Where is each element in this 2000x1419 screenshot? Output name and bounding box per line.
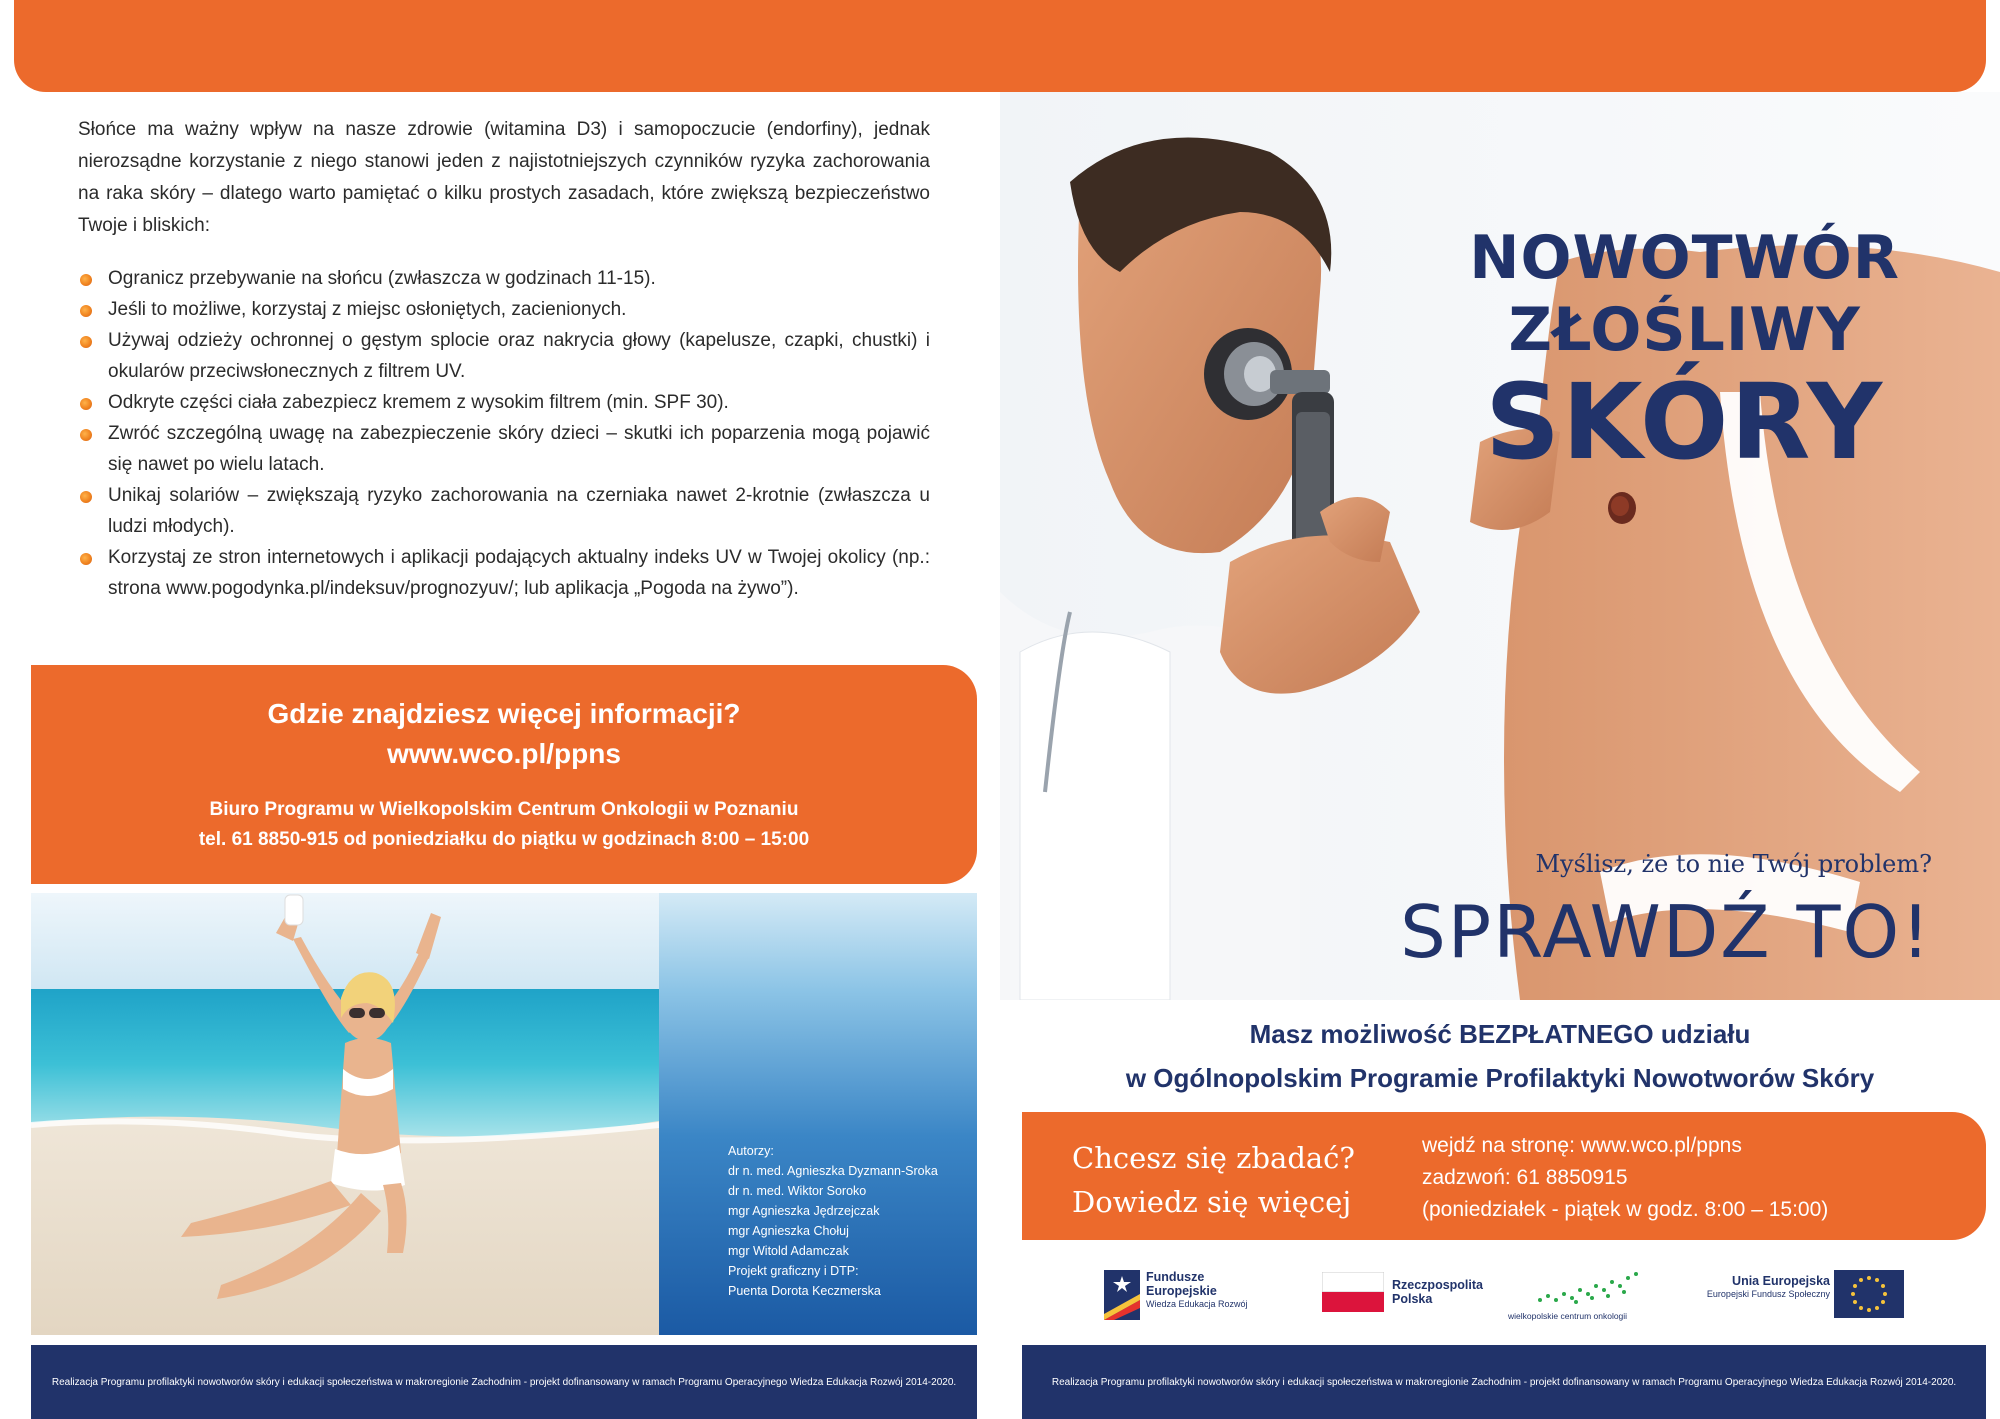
tips-list	[78, 263, 930, 604]
check-headline: SPRAWDŹ TO!	[1400, 890, 1932, 974]
bullet-icon	[80, 429, 92, 441]
fundusze-europejskie-icon	[1104, 1270, 1140, 1320]
tip-item: Unikaj solariów – zwiększają ryzyko zachorowania na czerniaka nawet 2-krotnie (zwłaszcza u ludzi młodych).	[78, 480, 930, 542]
footer-left: Realizacja Programu profilaktyki nowotworów skóry i edukacji społeczeństwa w makroregionie Zachodnim - projekt dofinansowany w ramach Programu Operacyjnego Wiedza Edukacja Rozwój 2014-2020.	[31, 1345, 977, 1419]
tip-item: Zwróć szczególną uwagę na zabezpieczenie skóry dzieci – skutki ich poparzenia mogą pojawić się nawet po wielu latach.	[78, 418, 930, 480]
info-phone: tel. 61 8850-915 od poniedziałku do piątku w godzinach 8:00 – 15:00	[198, 829, 810, 850]
wco-logo: wielkopolskie centrum onkologii	[1508, 1270, 1658, 1330]
wco-dots-icon	[1530, 1270, 1650, 1306]
footer-right: Realizacja Programu profilaktyki nowotworów skóry i edukacji społeczeństwa w makroregionie Zachodnim - projekt dofinansowany w ramach Programu Operacyjnego Wiedza Edukacja Rozwój 2014-2020.	[1022, 1345, 1986, 1419]
contact-box	[1022, 1112, 1986, 1240]
contact-hours: (poniedziałek - piątek w godz. 8:00 – 15:00)	[1422, 1198, 1829, 1221]
authors-list: Autorzy: dr n. med. Agnieszka Dyzmann-Sroka dr n. med. Wiktor Soroko mgr Agnieszka Jędrzejczak mgr Agnieszka Chołuj mgr Witold Adamczak Projekt graficzny i DTP: Puenta Dorota Keczmerska	[728, 1144, 938, 1298]
info-box	[31, 665, 977, 884]
authors-panel	[659, 893, 977, 1335]
program-text: Masz możliwość BEZPŁATNEGO udziału w Ogólnopolskim Programie Profilaktyki Nowotworów Skóry	[1125, 1019, 1875, 1093]
beach-section	[31, 893, 977, 1335]
tip-item: Jeśli to możliwe, korzystaj z miejsc osłoniętych, zacienionych.	[78, 294, 930, 325]
intro-paragraph: Słońce ma ważny wpływ na nasze zdrowie (witamina D3) i samopoczucie (endorfiny), jednak nierozsądne korzystanie z niego stanowi jeden z najistotniejszych czynników ryzyka zachorowania na raka skóry – dlatego warto pamiętać o kilku prostych zasadach, które zwiększą bezpieczeństwo Twoje i bliskich:	[78, 119, 930, 236]
info-title: Gdzie znajdziesz więcej informacji?	[267, 698, 741, 729]
info-office: Biuro Programu w Wielkopolskim Centrum Onkologii w Poznaniu	[209, 799, 799, 820]
tip-item: Odkryte części ciała zabezpiecz kremem z wysokim filtrem (min. SPF 30).	[78, 387, 930, 418]
info-url-link[interactable]: www.wco.pl/ppns	[387, 738, 621, 769]
bullet-icon	[80, 336, 92, 348]
contact-details	[1422, 1130, 1828, 1226]
rp-logo: Rzeczpospolita Polska	[1322, 1270, 1492, 1330]
ue-logo: Unia Europejska Europejski Fundusz Społeczny	[1700, 1270, 1950, 1330]
bullet-icon	[80, 398, 92, 410]
contact-website-link[interactable]: wejdź na stronę: www.wco.pl/ppns	[1422, 1134, 1742, 1157]
tip-item: Ogranicz przebywanie na słońcu (zwłaszcza w godzinach 11-15).	[78, 263, 930, 294]
contact-phone: zadzwoń: 61 8850915	[1422, 1166, 1628, 1189]
tip-item: Korzystaj ze stron internetowych i aplikacji podających aktualny indeks UV w Twojej okolicy (np.: strona www.pogodynka.pl/indeksuv/prognozyuv/; lub aplikacja „Pogoda na żywo”).	[78, 542, 930, 604]
bullet-icon	[80, 553, 92, 565]
tip-item: Używaj odzieży ochronnej o gęstym splocie oraz nakrycia głowy (kapelusze, czapki, chustki) i okularów przeciwsłonecznych z filtrem UV.	[78, 325, 930, 387]
bullet-icon	[80, 274, 92, 286]
beach-photo	[31, 893, 659, 1335]
headline: NOWOTWÓR ZŁOŚLIWY SKÓRY	[1469, 223, 1900, 483]
top-orange-bar	[14, 0, 1986, 92]
polish-flag-icon	[1322, 1272, 1384, 1312]
bullet-icon	[80, 491, 92, 503]
bullet-icon	[80, 305, 92, 317]
eu-flag-icon	[1834, 1270, 1904, 1318]
contact-cta: Chcesz się zbadać? Dowiedz się więcej	[1072, 1141, 1355, 1219]
logos-row	[1000, 1250, 2000, 1340]
question-text: Myślisz, że to nie Twój problem?	[1535, 850, 1932, 878]
fe-logo: Fundusze Europejskie Wiedza Edukacja Rozwój	[1104, 1270, 1254, 1330]
